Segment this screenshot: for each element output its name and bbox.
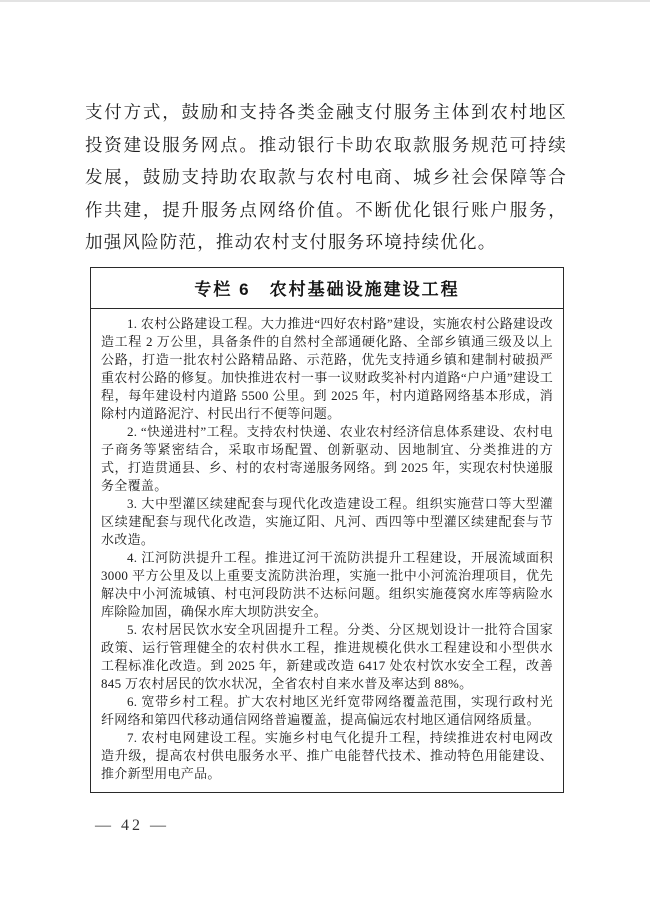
box-item-1: 1. 农村公路建设工程。大力推进“四好农村路”建设，实施农村公路建设改造工程 2 万公里，具备条件的自然村全部通硬化路、全部乡镇通三级及以上公路，打造一批农村公路精品路、示范路，优先支持通乡镇和建制村破损严重农村公路的修复。加快推进农村一事一议财政奖补村内道路“户户通”建设工程，每年建设村内道路 5500 公里。到 2025 年，村内道路网络基本形成，消除村内道路泥泞、村民出行不便等问题。 <box>101 316 553 421</box>
column-box-title: 专栏 6 农村基础设施建设工程 <box>91 268 563 309</box>
scan-edge-artifact <box>0 0 650 2</box>
page-number: — 42 — <box>95 817 169 834</box>
intro-paragraph: 支付方式，鼓励和支持各类金融支付服务主体到农村地区投资建设服务网点。推动银行卡助农取款服务规范可持续发展，鼓励支持助农取款与农村电商、城乡社会保障等合作共建，提升服务点网络价值。不断优化银行账户服务，加强风险防范，推动农村支付服务环境持续优化。 <box>85 102 567 252</box>
box-item-6: 6. 宽带乡村工程。扩大农村地区光纤宽带网络覆盖范围，实现行政村光纤网络和第四代移动通信网络普遍覆盖，提高偏远农村地区通信网络质量。 <box>101 694 553 727</box>
box-item-4: 4. 江河防洪提升工程。推进辽河干流防洪提升工程建设，开展流域面积 3000 平方公里及以上重要支流防洪治理，实施一批中小河流治理项目，优先解决中小河流城镇、村屯河段防洪不达标问题。组织实施葠窝水库等病险水库除险加固，确保水库大坝防洪安全。 <box>101 550 553 619</box>
box-item-2: 2. “快递进村”工程。支持农村快递、农业农村经济信息体系建设、农村电子商务等紧密结合，采取市场配置、创新驱动、因地制宜、分类推进的方式，打造贯通县、乡、村的农村寄递服务网络。到 2025 年，实现农村快递服务全覆盖。 <box>101 424 553 493</box>
box-item-3: 3. 大中型灌区续建配套与现代化改造建设工程。组织实施营口等大型灌区续建配套与现代化改造，实施辽阳、凡河、西四等中型灌区续建配套与节水改造。 <box>101 496 553 547</box>
column-box-body <box>91 309 563 792</box>
box-item-7: 7. 农村电网建设工程。实施乡村电气化提升工程，持续推进农村电网改造升级，提高农村供电服务水平、推广电能替代技术、推动特色用能建设、推介新型用电产品。 <box>101 730 553 781</box>
box-item-5: 5. 农村居民饮水安全巩固提升工程。分类、分区规划设计一批符合国家政策、运行管理健全的农村供水工程，推进规模化供水工程建设和小型供水工程标准化改造。到 2025 年，新建或改造 6417 处农村饮水安全工程，改善 845 万农村居民的饮水状况，全省农村自来水普及率达到 88%。 <box>101 622 553 691</box>
column-box <box>90 267 564 793</box>
